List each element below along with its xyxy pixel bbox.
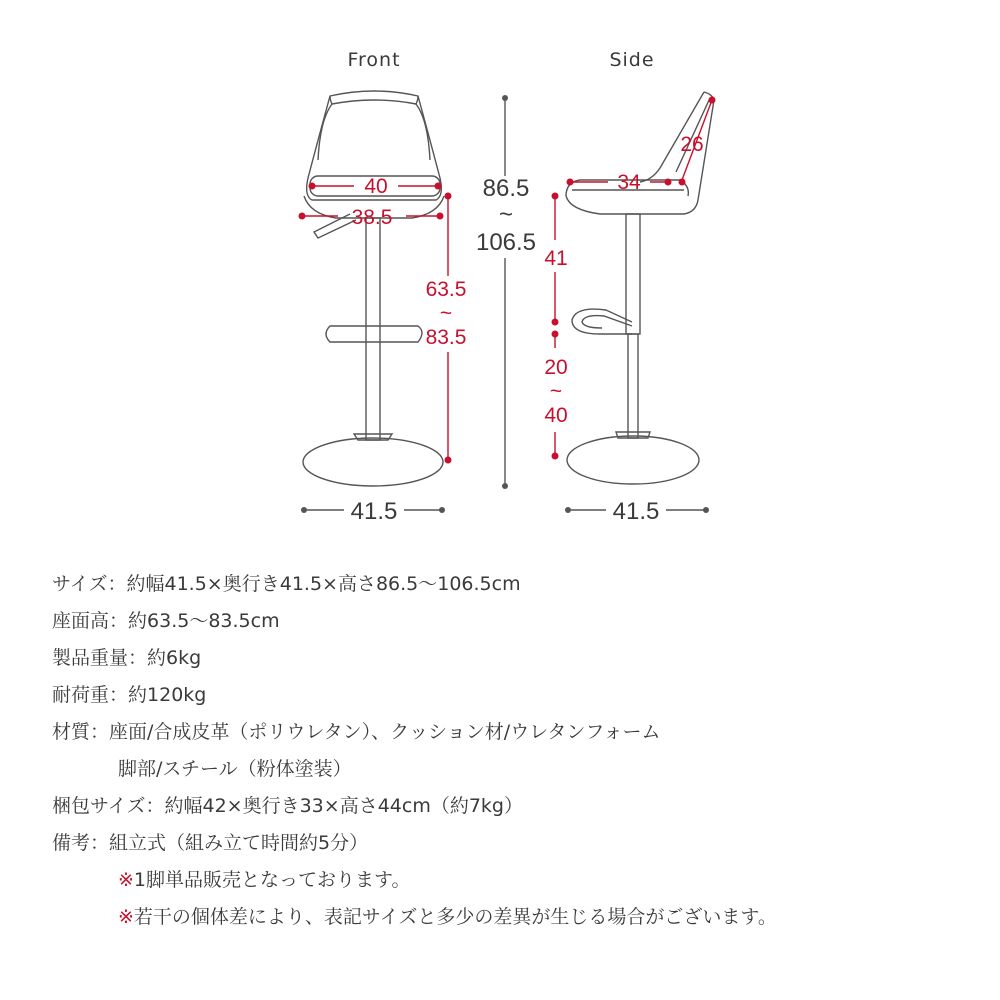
front-dim-seat-depth xyxy=(299,206,444,229)
front-seat-height-max: 83.5 xyxy=(425,326,467,349)
note-single-sale xyxy=(52,862,982,899)
spec-package-colon: ： xyxy=(145,795,165,817)
spec-list xyxy=(52,566,982,936)
side-base-width-label: 41.5 xyxy=(612,498,660,525)
front-view-title: Front xyxy=(347,49,401,71)
front-dim-base-width xyxy=(301,498,445,525)
spec-seat-height-value: 約63.5～83.5cm xyxy=(128,610,280,632)
spec-weight-value: 約6kg xyxy=(147,647,202,669)
side-foot-height-tilde: ~ xyxy=(549,380,563,403)
spec-material-label: 材質 xyxy=(52,721,91,743)
total-height-dim xyxy=(476,95,536,489)
side-view-title: Side xyxy=(609,49,655,71)
spec-package-label: 梱包サイズ xyxy=(52,795,146,817)
front-dim-seat-width xyxy=(309,175,442,198)
side-dim-foot-height xyxy=(544,331,567,460)
spec-seat-height xyxy=(52,603,982,640)
spec-material-colon: ： xyxy=(90,721,110,743)
spec-material-value2: 脚部/スチール（粉体塗装） xyxy=(118,758,352,780)
spec-size-colon: ： xyxy=(107,573,127,595)
front-chair-drawing xyxy=(303,91,444,486)
spec-weight-label: 製品重量 xyxy=(52,647,129,669)
spec-remarks-label: 備考 xyxy=(52,832,91,854)
side-dim-base-width xyxy=(565,498,709,525)
spec-weight-colon: ： xyxy=(128,647,148,669)
spec-seat-height-label: 座面高 xyxy=(52,610,110,632)
spec-remarks-value: 組立式（組み立て時間約5分） xyxy=(109,832,369,854)
front-seat-height-tilde: ~ xyxy=(439,302,453,325)
spec-size-value: 約幅41.5×奥行き41.5×高さ86.5～106.5cm xyxy=(126,573,521,595)
spec-load-colon: ： xyxy=(109,684,129,706)
spec-material-sub xyxy=(52,751,982,788)
spec-load xyxy=(52,677,982,714)
side-foot-height-max: 40 xyxy=(544,404,568,427)
side-column-height-label: 41 xyxy=(544,247,568,270)
side-foot-height-min: 20 xyxy=(544,356,568,379)
front-base-width-label: 41.5 xyxy=(350,498,398,525)
spec-package-value: 約幅42×奥行き33×高さ44cm（約7kg） xyxy=(164,795,523,817)
spec-load-label: 耐荷重 xyxy=(52,684,110,706)
note-text: 若干の個体差により、表記サイズと多少の差異が生じる場合がございます。 xyxy=(133,906,777,928)
spec-weight xyxy=(52,640,982,677)
total-height-max: 106.5 xyxy=(475,229,537,256)
spec-material-value: 座面/合成皮革（ポリウレタン）、クッション材/ウレタンフォーム xyxy=(109,721,661,743)
total-height-tilde: ~ xyxy=(498,201,514,228)
total-height-min: 86.5 xyxy=(482,175,530,202)
spec-seat-height-colon: ： xyxy=(109,610,129,632)
spec-size-label: サイズ xyxy=(52,573,108,595)
spec-size xyxy=(52,566,982,603)
front-seat-height-min: 63.5 xyxy=(425,278,467,301)
spec-remarks xyxy=(52,825,982,862)
side-dim-column-height xyxy=(544,193,567,326)
side-back-height-label: 26 xyxy=(680,133,704,156)
note-mark: ※ xyxy=(118,869,134,891)
side-dim-back-height xyxy=(679,97,716,186)
front-seat-depth-label: 38.5 xyxy=(351,206,393,229)
front-seat-width-label: 40 xyxy=(364,175,388,198)
note-mark: ※ xyxy=(118,906,134,928)
spec-package xyxy=(52,788,982,825)
front-dim-seat-height xyxy=(426,193,467,464)
note-text: 1脚単品販売となっております。 xyxy=(133,869,411,891)
spec-material xyxy=(52,714,982,751)
note-variance xyxy=(52,899,982,936)
spec-load-value: 約120kg xyxy=(128,684,207,706)
side-seat-depth-label: 34 xyxy=(617,171,641,194)
spec-remarks-colon: ： xyxy=(90,832,110,854)
